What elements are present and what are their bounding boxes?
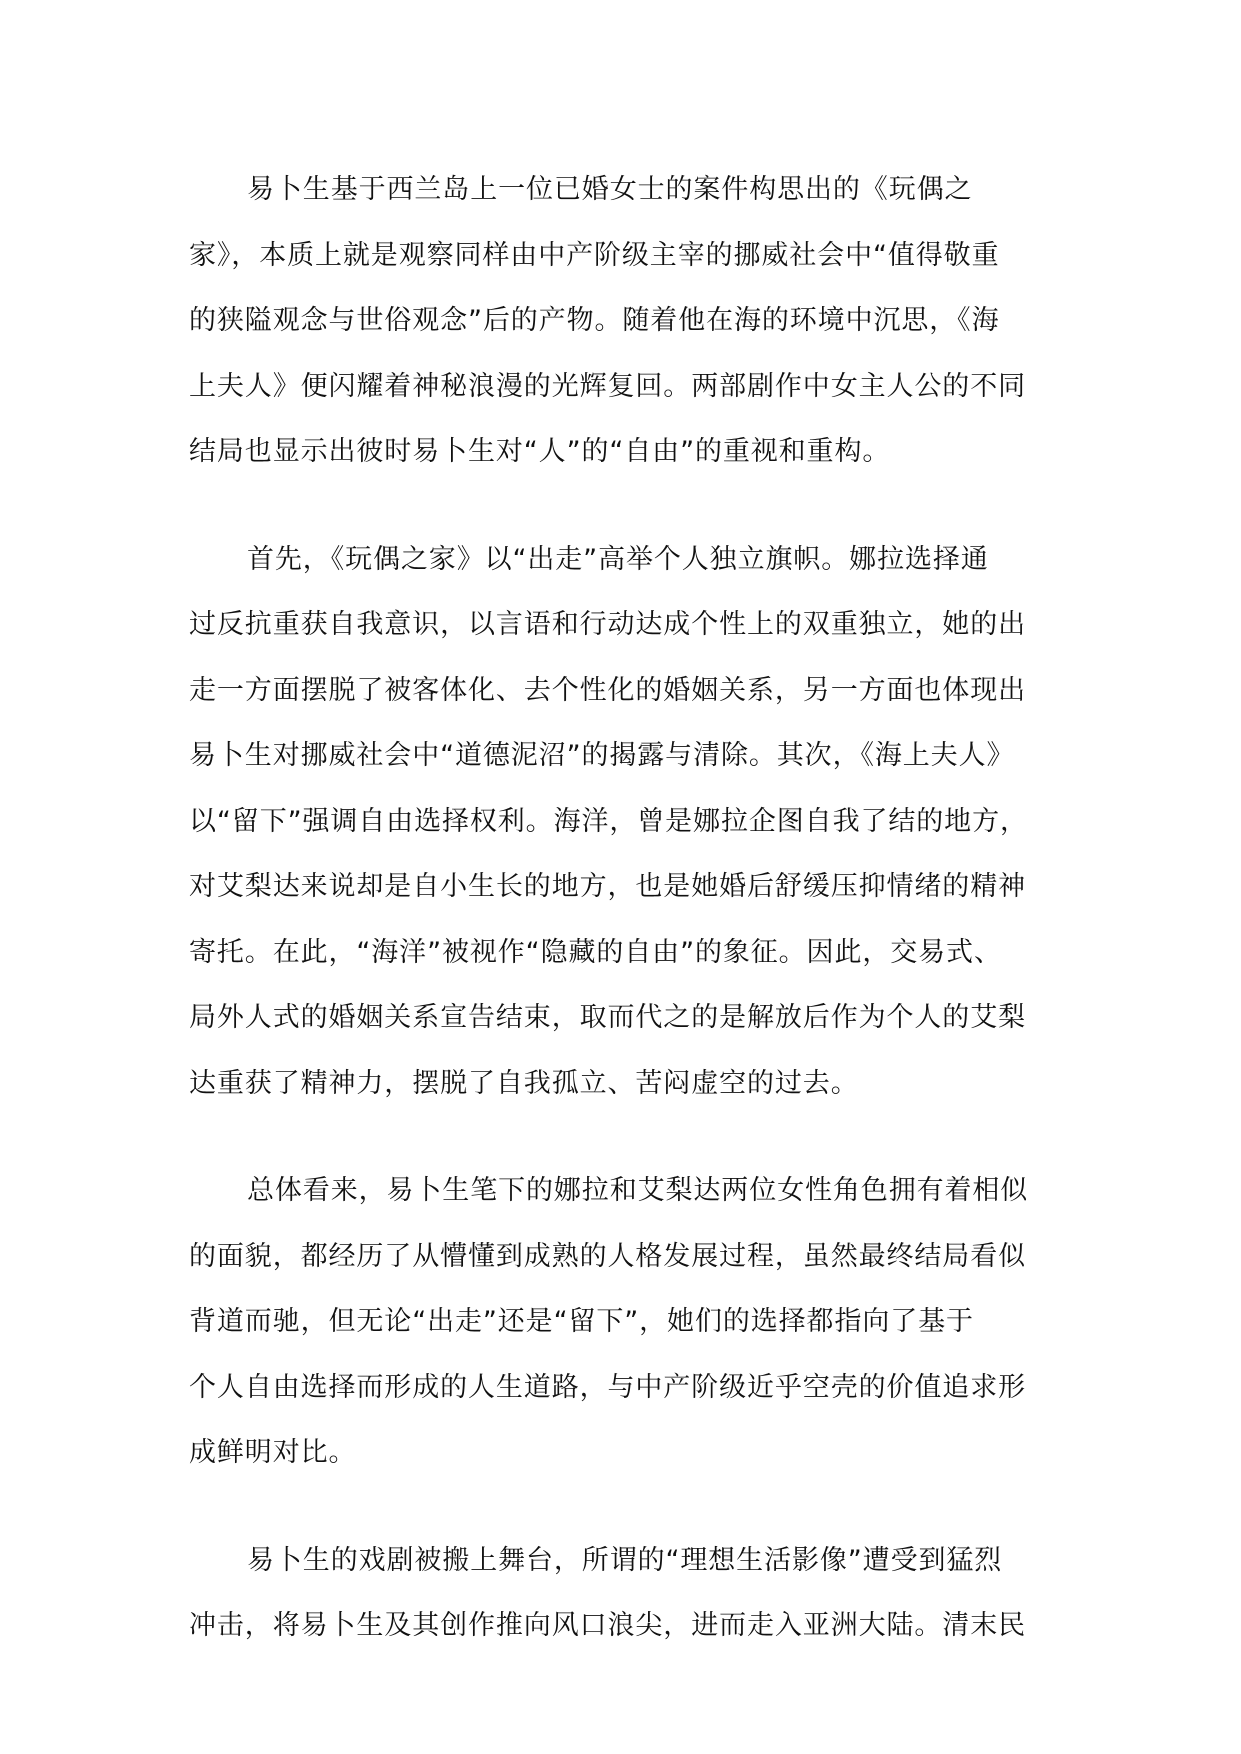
paragraph-line: 易卜生对挪威社会中“道德泥沼”的揭露与清除。其次，《海上夫人》: [189, 740, 1015, 771]
paragraph-spacer: [189, 485, 1069, 527]
paragraph-line: 以“留下”强调自由选择权利。海洋，曾是娜拉企图自我了结的地方，: [189, 805, 1028, 837]
paragraph-line: 易卜生基于西兰岛上一位已婚女士的案件构思出的《玩偶之: [247, 174, 973, 205]
paragraph-line: 局外人式的婚姻关系宣告结束，取而代之的是解放后作为个人的艾梨: [189, 1002, 1026, 1033]
paragraph-line: 个人自由选择而形成的人生道路，与中产阶级近乎空壳的价值追求形: [189, 1371, 1026, 1403]
paragraph-line: 达重获了精神力，摆脱了自我孤立、苦闷虚空的过去。: [189, 1067, 859, 1099]
paragraph-line: 过反抗重获自我意识，以言语和行动达成个性上的双重独立，她的出: [189, 609, 1026, 640]
paragraph-line: 背道而驰，但无论“出走”还是“留下”，她们的选择都指向了基于: [189, 1306, 974, 1337]
paragraph-1: [189, 157, 1069, 485]
paragraph-4: [189, 1528, 1069, 1659]
paragraph-line: 走一方面摆脱了被客体化、去个性化的婚姻关系，另一方面也体现出: [189, 674, 1026, 706]
paragraph-line: 寄托。在此，“海洋”被视作“隐藏的自由”的象征。因此，交易式、: [189, 936, 1002, 968]
paragraph-line: 总体看来，易卜生笔下的娜拉和艾梨达两位女性角色拥有着相似: [247, 1175, 1029, 1206]
paragraph-line: 家》，本质上就是观察同样由中产阶级主宰的挪威社会中“值得敬重: [189, 239, 1000, 271]
paragraph-3: [189, 1158, 1069, 1486]
paragraph-spacer: [189, 1486, 1069, 1528]
paragraph-2: [189, 527, 1069, 1117]
paragraph-line: 成鲜明对比。: [189, 1437, 357, 1468]
document-body: [189, 157, 1069, 1659]
paragraph-spacer: [189, 1116, 1069, 1158]
paragraph-line: 冲击，将易卜生及其创作推向风口浪尖，进而走入亚洲大陆。清末民: [189, 1610, 1026, 1641]
paragraph-line: 首先，《玩偶之家》以“出走”高举个人独立旗帜。娜拉选择通: [247, 543, 989, 575]
paragraph-line: 的面貌，都经历了从懵懂到成熟的人格发展过程，虽然最终结局看似: [189, 1240, 1026, 1272]
paragraph-line: 对艾梨达来说却是自小生长的地方，也是她婚后舒缓压抑情绪的精神: [189, 871, 1026, 902]
paragraph-line: 易卜生的戏剧被搬上舞台，所谓的“理想生活影像”遭受到猛烈: [247, 1544, 1003, 1576]
paragraph-line: 的狭隘观念与世俗观念”后的产物。随着他在海的环境中沉思，《海: [189, 305, 1000, 336]
paragraph-line: 上夫人》便闪耀着神秘浪漫的光辉复回。两部剧作中女主人公的不同: [189, 370, 1026, 402]
paragraph-line: 结局也显示出彼时易卜生对“人”的“自由”的重视和重构。: [189, 436, 891, 467]
